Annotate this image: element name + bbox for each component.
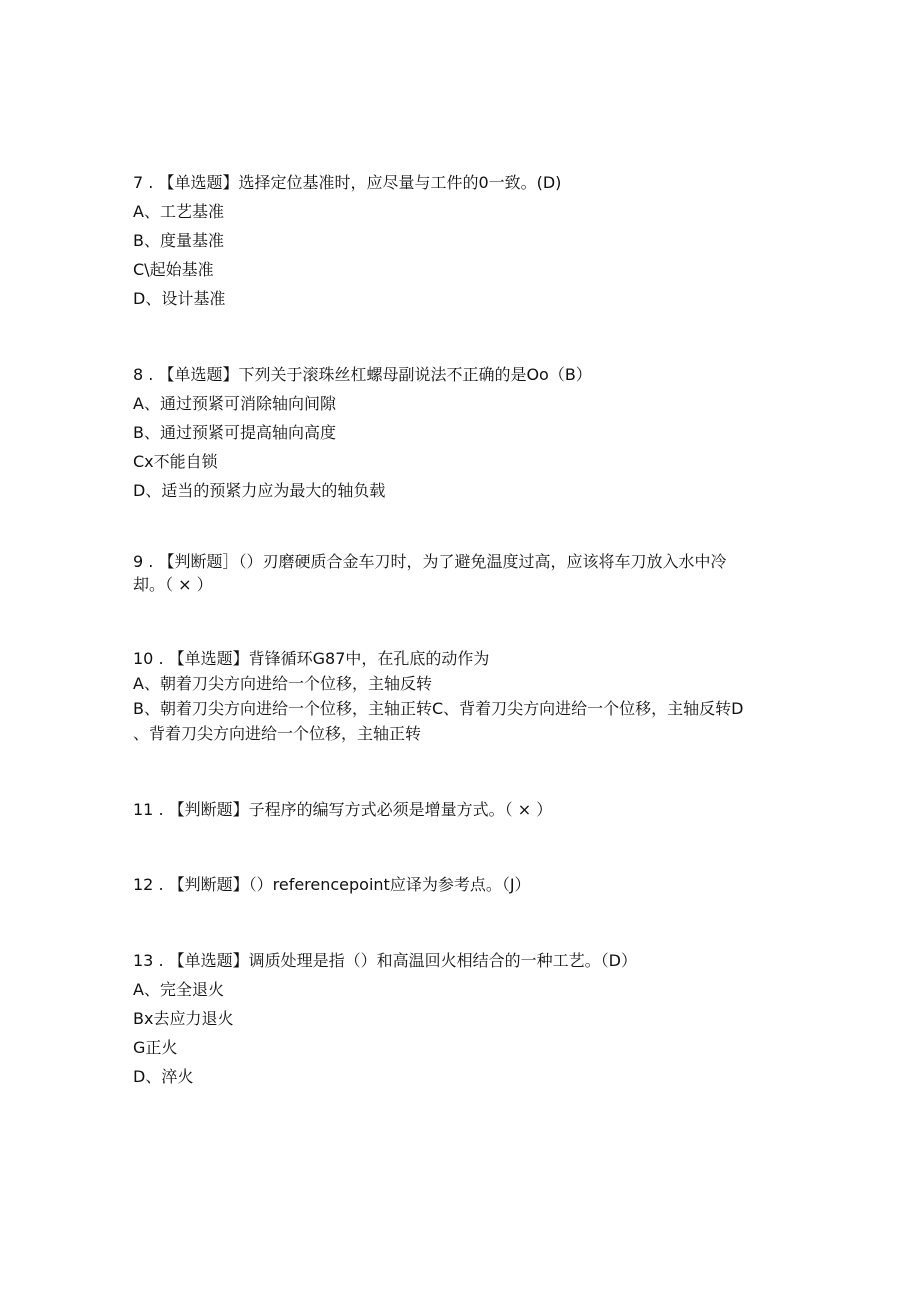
option-b-c: B、朝着刀尖方向进给一个位移，主轴正转C、背着刀尖方向进给一个位移，主轴反转D (133, 699, 744, 718)
question-9 (133, 550, 793, 596)
question-7 (133, 168, 793, 313)
option-a: A、通过预紧可消除轴向间隙 (133, 394, 336, 413)
option-c: Cx不能自锁 (133, 452, 218, 471)
question-stem: 8 . 【单选题】下列关于滚珠丝杠螺母副说法不正确的是Oo（B） (133, 365, 592, 384)
option-b: B、度量基准 (133, 231, 224, 250)
question-stem: 10 . 【单选题】背锋循环G87中，在孔底的动作为 (133, 649, 490, 668)
option-d: D、设计基准 (133, 289, 226, 308)
question-8 (133, 360, 793, 505)
option-d: D、淬火 (133, 1067, 194, 1086)
option-c: C\起始基准 (133, 260, 214, 279)
question-10 (133, 646, 793, 746)
option-d: 、背着刀尖方向进给一个位移，主轴正转 (133, 724, 422, 743)
question-stem-line-2: 却。（ × ） (133, 575, 213, 594)
option-b: Bx去应力退火 (133, 1009, 234, 1028)
option-d: D、适当的预紧力应为最大的轴负载 (133, 481, 386, 500)
question-12 (133, 870, 793, 899)
option-a: A、完全退火 (133, 980, 224, 999)
question-stem: 11 . 【判断题】子程序的编写方式必须是增量方式。（ × ） (133, 800, 553, 819)
option-a: A、朝着刀尖方向进给一个位移，主轴反转 (133, 674, 432, 693)
option-a: A、工艺基准 (133, 202, 224, 221)
option-b: B、通过预紧可提高轴向高度 (133, 423, 336, 442)
question-stem-line-1: 9 . 【判断题］（）刃磨硬质合金车刀时，为了避免温度过高，应该将车刀放入水中冷 (133, 552, 727, 571)
question-stem: 12 . 【判断题】（）referencepoint应译为参考点。（J） (133, 875, 531, 894)
question-stem: 7 . 【单选题】选择定位基准时，应尽量与工件的0一致。(D) (133, 173, 562, 192)
question-11 (133, 795, 793, 824)
question-13 (133, 946, 793, 1091)
option-c: G正火 (133, 1038, 178, 1057)
question-stem: 13 . 【单选题】调质处理是指（）和高温回火相结合的一种工艺。（D） (133, 951, 637, 970)
